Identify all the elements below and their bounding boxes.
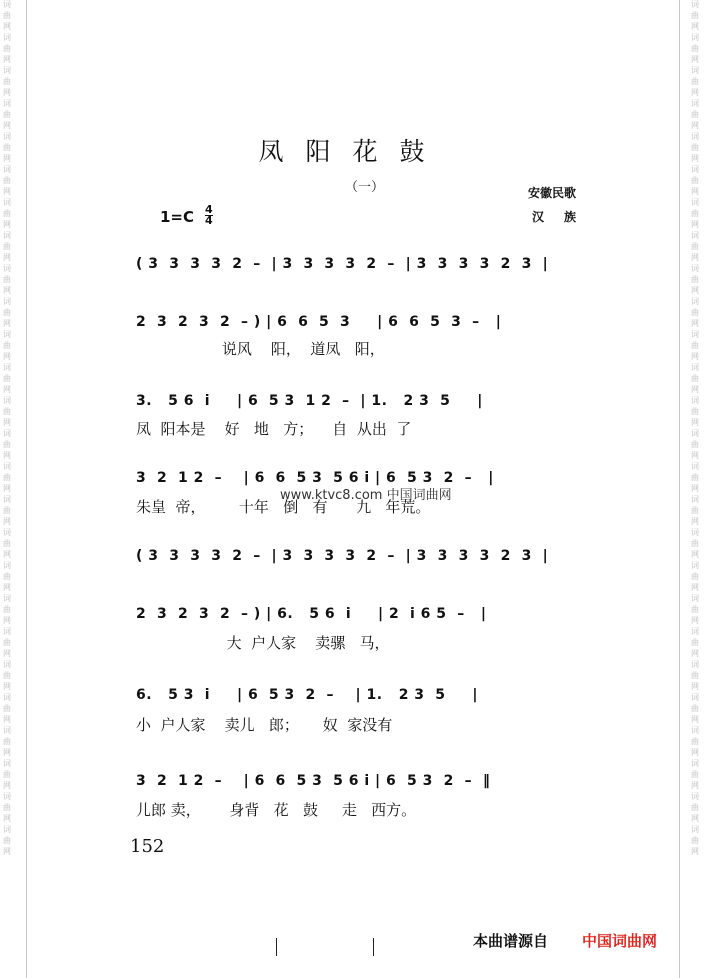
side-watermark-char: 曲	[3, 374, 11, 383]
side-watermark-char: 词	[691, 429, 699, 438]
side-watermark-char: 词	[691, 165, 699, 174]
side-watermark-char: 曲	[3, 473, 11, 482]
side-watermark-char: 网	[3, 154, 11, 163]
side-watermark-char: 词	[3, 264, 11, 273]
side-watermark-char: 网	[691, 418, 699, 427]
side-watermark-char: 词	[3, 429, 11, 438]
side-watermark-char: 网	[3, 121, 11, 130]
side-watermark-char: 网	[3, 418, 11, 427]
side-watermark-char: 词	[3, 0, 11, 9]
side-watermark-char: 网	[3, 682, 11, 691]
side-watermark-char: 曲	[691, 440, 699, 449]
side-watermark-char: 曲	[691, 638, 699, 647]
side-watermark-char: 曲	[3, 836, 11, 845]
side-watermark-char: 词	[3, 561, 11, 570]
side-watermark-char: 曲	[691, 506, 699, 515]
side-watermark-char: 词	[691, 528, 699, 537]
side-watermark-char: 网	[691, 55, 699, 64]
side-watermark-char: 网	[691, 352, 699, 361]
side-watermark-char: 曲	[691, 407, 699, 416]
time-signature	[205, 205, 213, 226]
side-watermark-char: 词	[3, 495, 11, 504]
side-watermark-char: 曲	[691, 308, 699, 317]
side-watermark-char: 网	[3, 319, 11, 328]
side-watermark-char: 词	[3, 462, 11, 471]
notation-line-8: 3 2 1 2 – | 6 6 5 3 5 6 i | 6 5 3 2 – ‖	[136, 773, 491, 789]
side-watermark-char: 网	[3, 649, 11, 658]
side-watermark-char: 词	[3, 132, 11, 141]
side-watermark-char: 曲	[3, 77, 11, 86]
side-watermark-char: 词	[3, 99, 11, 108]
notation-line-3: 3. 5 6 i | 6 5 3 1 2 – | 1. 2 3 5 |	[136, 393, 483, 409]
notation-line-7: 6. 5 3 i | 6 5 3 2 – | 1. 2 3 5 |	[136, 687, 479, 703]
side-watermark-char: 网	[691, 781, 699, 790]
side-watermark-char: 网	[691, 451, 699, 460]
side-watermark-char: 网	[3, 187, 11, 196]
side-watermark-char: 词	[691, 627, 699, 636]
side-watermark-char: 网	[3, 253, 11, 262]
side-watermark-char: 词	[691, 396, 699, 405]
side-watermark-char: 词	[3, 594, 11, 603]
side-watermark-char: 网	[3, 517, 11, 526]
time-signature-top: 4	[205, 203, 213, 216]
side-watermark-char: 曲	[3, 737, 11, 746]
side-watermark-char: 网	[3, 748, 11, 757]
side-watermark-char: 网	[3, 22, 11, 31]
side-watermark-char: 曲	[691, 803, 699, 812]
side-watermark-char: 曲	[691, 143, 699, 152]
side-watermark-char: 词	[691, 297, 699, 306]
side-watermark-char: 曲	[691, 704, 699, 713]
side-watermark-char: 词	[691, 594, 699, 603]
side-watermark-char: 词	[691, 264, 699, 273]
footer-tick	[373, 938, 374, 956]
side-watermark-char: 词	[691, 330, 699, 339]
side-watermark-char: 曲	[3, 341, 11, 350]
side-watermark-char: 词	[3, 825, 11, 834]
side-watermark-char: 网	[691, 121, 699, 130]
side-watermark-char: 词	[3, 330, 11, 339]
side-watermark-char: 词	[3, 726, 11, 735]
footer-tick	[276, 938, 277, 956]
lyric-line-4: 朱皇 帝， 十年 倒 有 九 年荒。	[136, 498, 431, 516]
side-watermark-char: 词	[691, 66, 699, 75]
side-watermark-char: 网	[3, 286, 11, 295]
side-watermark-char: 曲	[3, 407, 11, 416]
time-signature-bottom: 4	[205, 214, 213, 227]
side-watermark-char: 网	[3, 484, 11, 493]
side-watermark-char: 曲	[691, 836, 699, 845]
lyric-line-2: 说风 阳， 道凤 阳，	[136, 340, 385, 358]
side-watermark-char: 网	[691, 649, 699, 658]
side-watermark-char: 网	[3, 55, 11, 64]
side-watermark-char: 网	[691, 154, 699, 163]
side-watermark-char: 曲	[3, 143, 11, 152]
side-watermark-char: 曲	[691, 473, 699, 482]
side-watermark-char: 曲	[3, 506, 11, 515]
side-watermark-char: 网	[691, 22, 699, 31]
key-signature: 1=C	[160, 208, 195, 226]
side-watermark-char: 曲	[3, 638, 11, 647]
side-watermark-char: 词	[3, 165, 11, 174]
notation-line-5: ( 3 3 3 3 2 – | 3 3 3 3 2 – | 3 3 3 3 2 3 |	[136, 548, 549, 564]
side-watermark-char: 网	[3, 847, 11, 856]
side-watermark-char: 词	[3, 792, 11, 801]
side-watermark-char: 网	[691, 253, 699, 262]
side-watermark-char: 词	[3, 528, 11, 537]
side-watermark-char: 词	[691, 561, 699, 570]
side-watermark-char: 网	[691, 484, 699, 493]
side-watermark-char: 曲	[3, 209, 11, 218]
side-watermark-char: 曲	[3, 440, 11, 449]
side-watermark-char: 词	[691, 462, 699, 471]
side-watermark-char: 词	[3, 396, 11, 405]
side-watermark-char: 网	[691, 616, 699, 625]
side-watermark-char: 词	[3, 759, 11, 768]
side-watermark-char: 曲	[3, 803, 11, 812]
side-watermark-char: 曲	[691, 374, 699, 383]
side-watermark-char: 网	[3, 781, 11, 790]
side-watermark-char: 网	[691, 319, 699, 328]
side-watermark-char: 曲	[3, 44, 11, 53]
side-watermark-char: 词	[3, 66, 11, 75]
side-watermark-char: 曲	[3, 308, 11, 317]
song-ethnic-group: 汉族	[532, 210, 597, 224]
song-origin: 安徽民歌	[528, 186, 577, 200]
side-watermark-char: 网	[3, 88, 11, 97]
notation-line-6: 2 3 2 3 2 – ) | 6. 5 6 i | 2 i 6 5 – |	[136, 606, 487, 622]
side-watermark-char: 网	[3, 385, 11, 394]
side-watermark-char: 曲	[3, 110, 11, 119]
side-watermark-char: 网	[691, 814, 699, 823]
side-watermark-char: 网	[3, 715, 11, 724]
side-watermark-char: 词	[3, 297, 11, 306]
page-number: 152	[130, 836, 165, 857]
side-watermark-char: 曲	[691, 341, 699, 350]
side-watermark-char: 词	[691, 231, 699, 240]
side-watermark-char: 词	[691, 198, 699, 207]
side-watermark-char: 词	[691, 363, 699, 372]
side-watermark-char: 词	[691, 99, 699, 108]
side-watermark-char: 词	[691, 792, 699, 801]
footer-source-label: 本曲谱源自	[473, 932, 549, 950]
lyric-line-6: 大 户人家 卖骡 马，	[136, 634, 390, 652]
side-watermark-char: 曲	[691, 770, 699, 779]
side-watermark-char: 词	[3, 231, 11, 240]
side-watermark-char: 网	[691, 220, 699, 229]
side-watermark-char: 词	[691, 759, 699, 768]
side-watermark-char: 网	[691, 550, 699, 559]
side-watermark-char: 曲	[3, 572, 11, 581]
side-watermark-char: 曲	[691, 572, 699, 581]
notation-line-4: 3 2 1 2 – | 6 6 5 3 5 6 i | 6 5 3 2 – |	[136, 470, 494, 486]
side-watermark-char: 曲	[691, 242, 699, 251]
side-watermark-char: 词	[691, 132, 699, 141]
side-watermark-char: 网	[3, 352, 11, 361]
side-watermark-char: 曲	[691, 671, 699, 680]
side-watermark-char: 网	[691, 517, 699, 526]
side-watermark-char: 曲	[691, 44, 699, 53]
side-watermark-char: 曲	[691, 737, 699, 746]
side-watermark-char: 词	[3, 693, 11, 702]
side-watermark-char: 曲	[3, 539, 11, 548]
side-watermark-char: 网	[691, 583, 699, 592]
side-watermark-char: 网	[691, 286, 699, 295]
side-watermark-char: 曲	[3, 176, 11, 185]
side-watermark-char: 词	[691, 0, 699, 9]
side-watermark-char: 曲	[691, 11, 699, 20]
side-watermark-char: 网	[3, 550, 11, 559]
song-title: 凤阳花鼓	[258, 137, 447, 166]
side-watermark-char: 曲	[3, 242, 11, 251]
side-watermark-char: 网	[3, 583, 11, 592]
side-watermark-char: 曲	[3, 275, 11, 284]
side-watermark-char: 词	[691, 726, 699, 735]
side-watermark-char: 网	[691, 385, 699, 394]
side-watermark-char: 网	[3, 814, 11, 823]
lyric-line-7: 小 户人家 卖儿 郎； 奴 家没有	[136, 716, 393, 734]
lyric-line-3: 凤 阳本是 好 地 方； 自 从出 了	[136, 420, 412, 438]
side-watermark-char: 网	[3, 451, 11, 460]
side-watermark-char: 网	[691, 847, 699, 856]
side-watermark-char: 曲	[3, 605, 11, 614]
side-watermark-char: 网	[3, 220, 11, 229]
notation-line-1: ( 3 3 3 3 2 – | 3 3 3 3 2 – | 3 3 3 3 2 3 |	[136, 256, 549, 272]
side-watermark-char: 曲	[3, 770, 11, 779]
side-watermark-char: 词	[3, 363, 11, 372]
side-watermark-char: 词	[3, 660, 11, 669]
side-watermark-char: 词	[691, 693, 699, 702]
side-watermark-char: 词	[691, 495, 699, 504]
side-watermark-char: 词	[3, 33, 11, 42]
side-watermark-char: 曲	[691, 209, 699, 218]
notation-line-2: 2 3 2 3 2 – ) | 6 6 5 3 | 6 6 5 3 – |	[136, 314, 502, 330]
side-watermark-char: 词	[691, 825, 699, 834]
side-watermark-char: 网	[3, 616, 11, 625]
side-watermark-char: 曲	[3, 671, 11, 680]
side-watermark-char: 词	[3, 198, 11, 207]
side-watermark-char: 词	[3, 627, 11, 636]
side-watermark-char: 网	[691, 748, 699, 757]
side-watermark-char: 词	[691, 660, 699, 669]
side-watermark-char: 曲	[691, 539, 699, 548]
side-watermark-char: 网	[691, 682, 699, 691]
side-watermark-char: 曲	[3, 704, 11, 713]
side-watermark-char: 网	[691, 88, 699, 97]
footer-site-link[interactable]: 中国词曲网	[582, 932, 658, 950]
side-watermark-char: 曲	[691, 176, 699, 185]
side-watermark-char: 曲	[691, 275, 699, 284]
side-watermark-char: 曲	[3, 11, 11, 20]
side-watermark-char: 网	[691, 715, 699, 724]
song-subtitle: （一）	[345, 180, 385, 195]
side-watermark-char: 曲	[691, 110, 699, 119]
side-watermark-char: 曲	[691, 605, 699, 614]
side-watermark-char: 网	[691, 187, 699, 196]
side-watermark-char: 曲	[691, 77, 699, 86]
lyric-line-8: 儿郎 卖， 身背 花 鼓 走 西方。	[136, 801, 417, 819]
side-watermark-char: 词	[691, 33, 699, 42]
site-watermark: www.ktvc8.com 中国词曲网	[280, 488, 452, 503]
